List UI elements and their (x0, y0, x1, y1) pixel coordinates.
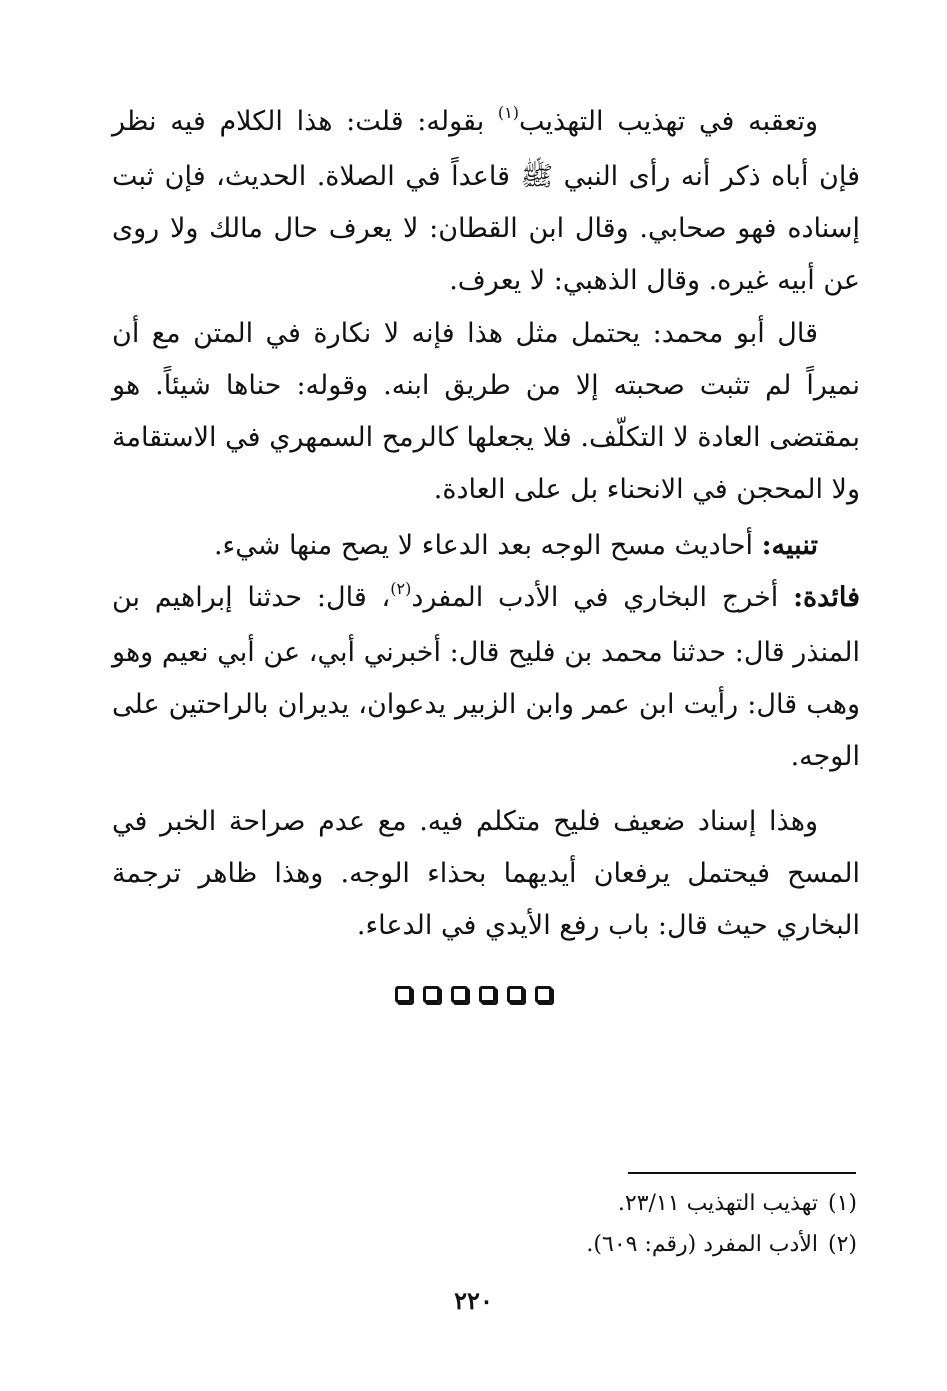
footnote-divider (628, 1172, 856, 1174)
footnote-2 (357, 1224, 857, 1265)
benefit-text-start: أخرج البخاري في الأدب المفرد (411, 582, 794, 613)
benefit-label: فائدة: (793, 582, 860, 613)
note-label: تنبيه: (761, 530, 818, 561)
paragraph-1-text-end: بقوله: قلت: هذا الكلام فيه نظر فإن أباه ذكر أنه رأى النبي ﷺ قاعداً في الصلاة. الحديث، فإن ثبت إسناده فهو صحابي. وقال ابن القطان: لا يعرف حال مالك ولا روى عن أبيه غيره. وقال الذهبي: لا يعرف. (112, 106, 860, 296)
footnote-2-number: (٢) (827, 1232, 857, 1257)
footnote-1-number: (١) (827, 1191, 857, 1216)
square-ornament-icon (507, 986, 524, 1003)
paragraph-2 (112, 308, 860, 516)
square-ornament-icon (535, 986, 552, 1003)
paragraph-5 (112, 796, 860, 952)
paragraph-5-text: وهذا إسناد ضعيف فليح متكلم فيه. مع عدم صراحة الخبر في المسح فيحتمل يرفعان أيديهما بحذاء الوجه. وهذا ظاهر ترجمة البخاري حيث قال: باب رفع الأيدي في الدعاء. (112, 806, 860, 941)
paragraph-2-text: قال أبو محمد: يحتمل مثل هذا فإنه لا نكارة في المتن مع أن نميراً لم تثبت صحبته إلا من طريق ابنه. وقوله: حناها شيئاً. هو بمقتضى العادة لا التكلّف. فلا يجعلها كالرمح السمهري في الاستقامة ولا المحجن في الانحناء بل على العادة. (112, 318, 860, 505)
note-text: أحاديث مسح الوجه بعد الدعاء لا يصح منها شيء. (213, 530, 762, 561)
paragraph-1 (112, 96, 860, 307)
footnote-ref-1: (١) (497, 103, 520, 122)
footnote-ref-2: (٢) (390, 579, 412, 598)
section-separator (0, 986, 947, 1003)
benefit-text-end: ، قال: حدثنا إبراهيم بن المنذر قال: حدثنا محمد بن فليح قال: أخبرني أبي، عن أبي نعيم وهو وهب قال: رأيت ابن عمر وابن الزبير يدعوان، يديران بالراحتين على الوجه. (112, 582, 860, 772)
paragraph-benefit (112, 572, 860, 783)
footnotes (357, 1183, 857, 1265)
square-ornament-icon (395, 986, 412, 1003)
footnote-1-text: تهذيب التهذيب ٢٣/١١. (617, 1191, 818, 1216)
paragraph-note (112, 520, 860, 572)
page-number: ٢٢٠ (454, 1286, 493, 1315)
square-ornament-icon (423, 986, 440, 1003)
square-ornament-icon (451, 986, 468, 1003)
footnote-1 (357, 1183, 857, 1224)
paragraph-1-text-start: وتعقبه في تهذيب التهذيب (519, 106, 818, 137)
square-ornament-icon (479, 986, 496, 1003)
footnote-2-text: الأدب المفرد (رقم: ٦٠٩). (586, 1232, 818, 1257)
